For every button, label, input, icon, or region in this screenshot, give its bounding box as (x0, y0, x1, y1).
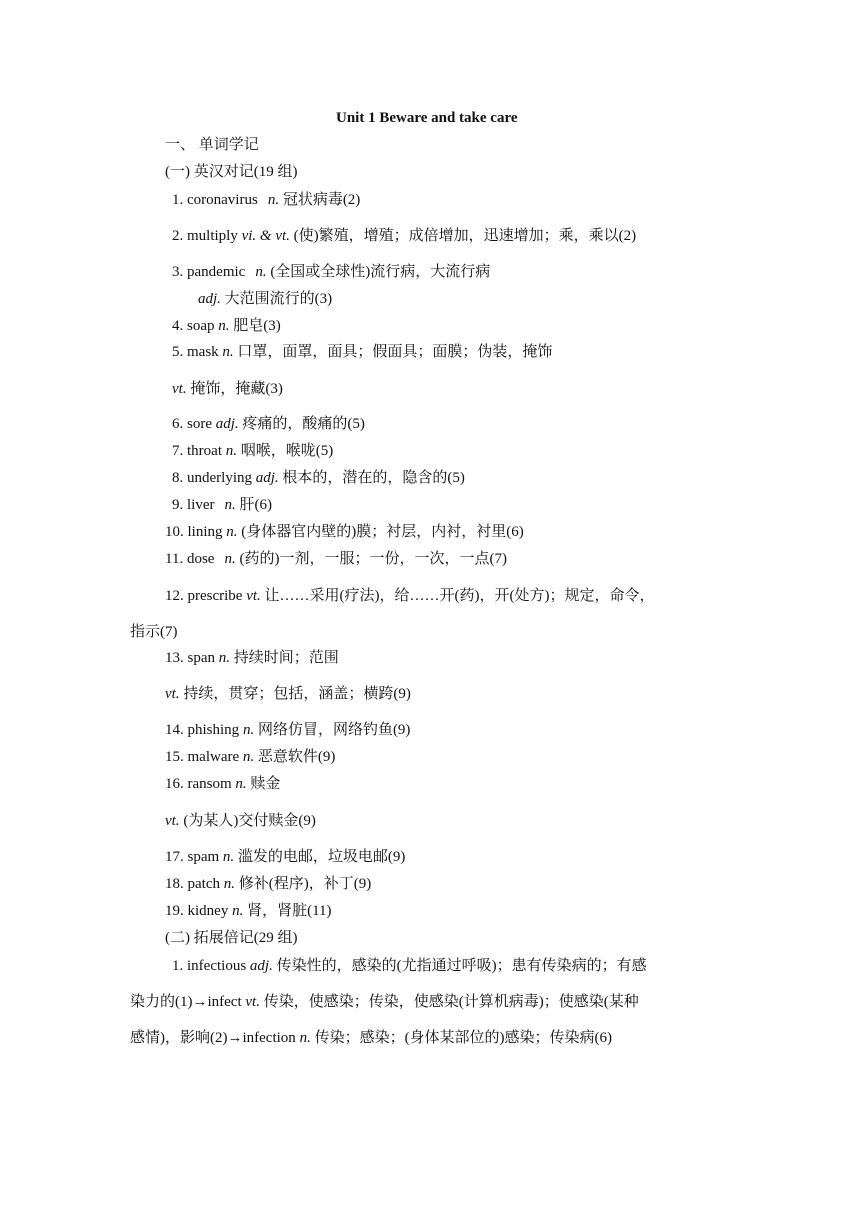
entry-definition: 修补(程序)，补丁(9) (238, 876, 372, 892)
entry-pos: n. (218, 650, 230, 666)
entry-word: 7. throat (172, 443, 222, 459)
entry-word: 4. soap (172, 318, 215, 334)
entry-definition: (身体器官内壁的)膜；衬层，内衬，衬里(6) (241, 524, 524, 540)
list-item (165, 847, 405, 867)
list-item (172, 226, 636, 246)
entry-word: 13. span (165, 650, 215, 666)
paragraph-line-1: 1. infectious adj. 传染性的，感染的(尤指通过呼吸)；患有传染病的；有感 (172, 958, 647, 974)
entry-definition: (全国或全球性)流行病，大流行病 (270, 264, 491, 280)
entry-definition: 肝(6) (239, 497, 272, 513)
list-item (165, 549, 507, 569)
entry-pos: vt. (172, 381, 187, 397)
list-item (172, 342, 552, 362)
entry-pos: n. (223, 876, 235, 892)
entry-definition: 赎金 (250, 776, 281, 792)
list-item (172, 441, 333, 461)
subsection-heading-2: (二) 拓展倍记(29 组) (165, 930, 298, 946)
entry-definition: 大范围流行的(3) (224, 291, 333, 307)
entry-word: 11. dose (165, 551, 215, 567)
entry-definition: 肥皂(3) (233, 318, 281, 334)
entry-definition: 持续，贯穿；包括，涵盖；横跨(9) (183, 686, 411, 702)
entry-pos: adj. (215, 416, 239, 432)
list-item (165, 774, 280, 794)
entry-pos: n. (242, 722, 255, 738)
entry-definition: (使)繁殖，增殖；成倍增加，迅速增加；乘，乘以(2) (293, 228, 637, 244)
entry-definition: 滥发的电邮，垃圾电邮(9) (237, 849, 406, 865)
list-item-continuation (165, 684, 411, 704)
entry-pos: n. (218, 318, 230, 334)
list-item (165, 522, 524, 542)
entry-pos: n. (235, 776, 247, 792)
paragraph-line-3: 感情)，影响(2)→infection n. 传染；感染；(身体某部位的)感染；传染病(6) (130, 1030, 613, 1046)
list-item (172, 468, 465, 488)
entry-word: 14. phishing (165, 722, 240, 738)
entry-pos: adj. (255, 470, 279, 486)
entry-definition: 让……采用(疗法)，给……开(药)，开(处方)；规定，命令， (264, 588, 655, 604)
entry-word: 18. patch (165, 876, 220, 892)
entry-definition: 肾，肾脏(11) (247, 903, 332, 919)
list-item (165, 874, 371, 894)
entry-word: 16. ransom (165, 776, 232, 792)
entry-word: 8. underlying (172, 470, 252, 486)
entry-word: 5. mask (172, 344, 219, 360)
entry-pos: n. (255, 264, 267, 280)
entry-definition: 网络仿冒，网络钓鱼(9) (257, 722, 411, 738)
entry-word: 10. lining (165, 524, 223, 540)
list-item (172, 262, 490, 282)
list-item-continuation (165, 811, 316, 831)
entry-pos: vi. & vt. (241, 228, 290, 244)
entry-word: 6. sore (172, 416, 212, 432)
entry-definition: (药的)一剂，一服；一份，一次，一点(7) (239, 551, 507, 567)
entry-pos: n. (242, 749, 255, 765)
entry-pos: n. (222, 344, 234, 360)
entry-pos: n. (222, 849, 235, 865)
list-item (165, 747, 335, 767)
entry-word: 17. spam (165, 849, 220, 865)
entry-word: 19. kidney (165, 903, 229, 919)
entry-pos: n. (226, 524, 238, 540)
entry-pos: vt. (165, 686, 180, 702)
entry-definition: 持续时间；范围 (233, 650, 339, 666)
entry-word: 3. pandemic (172, 264, 246, 280)
entry-word: 9. liver (172, 497, 215, 513)
entry-definition: 冠状病毒(2) (282, 192, 361, 208)
list-item (172, 495, 272, 515)
entry-definition: (为某人)交付赎金(9) (183, 813, 316, 829)
entry-pos: n. (225, 443, 237, 459)
list-item (172, 414, 365, 434)
page-title: Unit 1 Beware and take care (336, 110, 518, 126)
list-item (172, 316, 281, 336)
entry-definition: 恶意软件(9) (257, 749, 336, 765)
list-item-continuation: 指示(7) (130, 624, 178, 640)
entry-pos: n. (267, 192, 280, 208)
entry-pos: n. (224, 497, 236, 513)
entry-word: 15. malware (165, 749, 240, 765)
entry-definition: 疼痛的，酸痛的(5) (242, 416, 365, 432)
entry-pos: n. (224, 551, 236, 567)
section-heading: 一、 单词学记 (165, 137, 259, 153)
entry-definition: 根本的，潜在的，隐含的(5) (282, 470, 465, 486)
entry-pos: vt. (165, 813, 180, 829)
entry-definition: 口罩，面罩，面具；假面具；面膜；伪装，掩饰 (237, 344, 553, 360)
entry-pos: vt. (246, 588, 261, 604)
entry-word: 12. prescribe (165, 588, 243, 604)
entry-definition: 咽喉，喉咙(5) (240, 443, 334, 459)
list-item (165, 586, 655, 606)
entry-definition: 掩饰，掩藏(3) (190, 381, 283, 397)
list-item-continuation (198, 289, 332, 309)
list-item (172, 190, 360, 210)
entry-word: 1. coronavirus (172, 192, 258, 208)
entry-pos: n. (232, 903, 244, 919)
subsection-heading-1: (一) 英汉对记(19 组) (165, 164, 298, 180)
entry-pos: adj. (198, 291, 221, 307)
list-item (165, 720, 410, 740)
list-item (165, 648, 339, 668)
entry-word: 2. multiply (172, 228, 238, 244)
list-item-continuation (172, 379, 283, 399)
paragraph-line-2: 染力的(1)→infect vt. 传染，使感染；传染，使感染(计算机病毒)；使感染(某种 (130, 994, 639, 1010)
list-item (165, 901, 332, 921)
